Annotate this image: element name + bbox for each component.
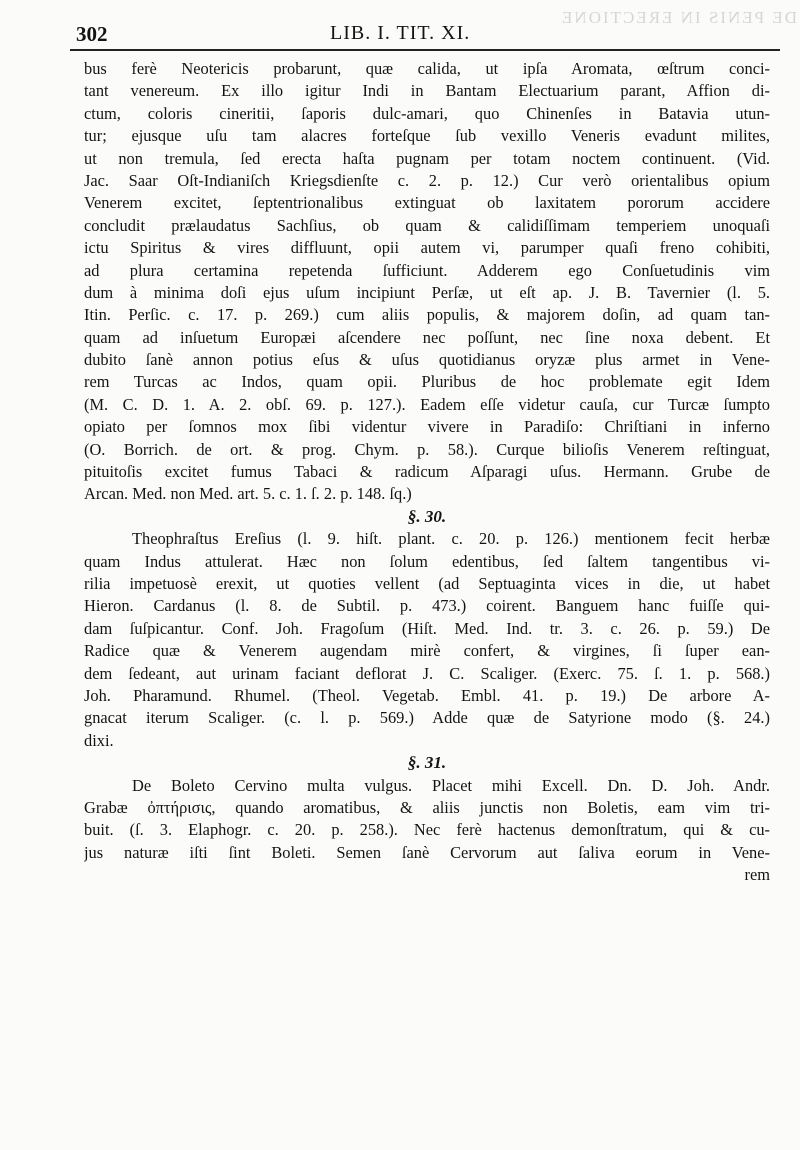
text-line: De Boleto Cervino multa vulgus. Placet mihi Excell. Dn. D. Joh. Andr. xyxy=(132,775,770,795)
text-line: gnacat iterum Scaliger. (c. l. p. 569.) Adde quæ de Satyrione modo (§. 24.) xyxy=(84,708,770,728)
text-line: dubito ſanè annon potius eſus & uſus quotidianus oryzæ plus armet in Vene- xyxy=(84,350,770,370)
text-line: quam Indus attulerat. Hæc non ſolum edentibus, ſed ſaltem tangentibus vi- xyxy=(84,551,770,571)
text-line: dam ſuſpicantur. Conf. Joh. Fragoſum (Hiſt. Med. Ind. tr. 3. c. 26. p. 59.) De xyxy=(84,618,770,638)
bleed-through-text: DE PENIS IN ERECTIONE xyxy=(560,8,798,27)
text-line: Arcan. Med. non Med. art. 5. c. 1. ſ. 2. p. 148. ſq.) xyxy=(84,484,412,504)
text-line: Jac. Saar Oſt-Indianiſch Kriegsdienſte c. 2. p. 12.) Cur verò orientalibus opium xyxy=(84,170,770,190)
text-line: dum à minima doſi ejus uſum incipiunt Perſæ, ut eſt ap. J. B. Tavernier (l. 5. xyxy=(84,282,770,302)
text-line: quam ad inſuetum Europæi aſcendere nec poſſunt, nec ſine noxa debent. Et xyxy=(84,327,770,347)
running-head: LIB. I. TIT. XI. xyxy=(330,22,471,44)
text-line: Itin. Perſic. c. 17. p. 269.) cum aliis populis, & majorem doſin, ad quam tan- xyxy=(84,305,770,325)
text-line: jus naturæ iſti ſint Boleti. Semen ſanè Cervorum aut ſaliva eorum in Vene- xyxy=(84,842,770,862)
text-line: ictu Spiritus & vires diffluunt, opii autem vi, parumper quaſi freno cohibiti, xyxy=(84,238,770,258)
text-line: Theophraſtus Ereſius (l. 9. hiſt. plant. c. 20. p. 126.) mentionem fecit herbæ xyxy=(132,529,770,549)
text-line: tur; ejusque uſu tam alacres forteſque ſub vexillo Veneris evadunt milites, xyxy=(84,126,770,146)
section-30 xyxy=(84,506,770,752)
section-heading: §. 31. xyxy=(407,753,447,773)
text-line: Hieron. Cardanus (l. 8. de Subtil. p. 473.) coirent. Banguem hanc fuiſſe qui- xyxy=(84,596,770,616)
text-line: Joh. Pharamund. Rhumel. (Theol. Vegetab. Embl. 41. p. 19.) De arbore A- xyxy=(84,685,770,705)
text-line: (O. Borrich. de ort. & prog. Chym. p. 58.). Curque bilioſis Venerem reſtinguat, xyxy=(84,439,770,459)
text-line: ut non tremula, ſed erecta haſta pugnam per totam noctem continuent. (Vid. xyxy=(84,148,770,168)
text-line: rem Turcas ac Indos, quam opii. Pluribus de hoc problemate egit Idem xyxy=(84,372,770,392)
text-line: pituitoſis excitet fumus Tabaci & radicum Aſparagi uſus. Hermann. Grube de xyxy=(84,462,770,482)
text-line: tant venereum. Ex illo igitur Indi in Bantam Electuarium parant, Affion di- xyxy=(84,81,770,101)
text-line: Venerem excitet, ſeptentrionalibus extinguat ob laxitatem pororum accidere xyxy=(84,193,770,213)
text-line: dixi. xyxy=(84,730,114,750)
text-line: (M. C. D. 1. A. 2. obſ. 69. p. 127.). Eadem eſſe videtur cauſa, cur Turcæ ſumpto xyxy=(84,394,770,414)
text-line: Radice quæ & Venerem augendam mirè confert, & virgines, ſi ſuper ean- xyxy=(84,641,770,661)
page-number: 302 xyxy=(76,22,108,46)
paragraph-continuation xyxy=(84,58,770,506)
text-line: concludit prælaudatus Sachſius, ob quam & calidiſſimam temperiem unoquaſi xyxy=(84,215,770,235)
header-rule xyxy=(70,49,780,51)
text-line: rilia impetuosè erexit, ut quoties vellent (ad Septuaginta vices in die, ut habet xyxy=(84,573,770,593)
catchword: rem xyxy=(744,865,770,885)
text-line: bus ferè Neotericis probarunt, quæ calida, ut ipſa Aromata, œſtrum conci- xyxy=(84,59,770,78)
body-text xyxy=(84,58,770,886)
section-heading: §. 30. xyxy=(407,506,447,526)
text-line: Grabæ ὀπτήρισις, quando aromatibus, & aliis junctis non Boletis, eam vim tri- xyxy=(84,797,770,817)
text-line: ctum, coloris cineritii, ſaporis dulc-amari, quo Chinenſes in Batavia utun- xyxy=(84,103,770,123)
text-line: ad plura certamina repetenda ſufficiunt. Adderem ego Conſuetudinis vim xyxy=(84,260,770,280)
section-31 xyxy=(84,752,770,886)
text-line: dem ſedeant, aut urinam faciant deflorat J. C. Scaliger. (Exerc. 75. ſ. 1. p. 568.) xyxy=(84,663,770,683)
text-line: opiato per ſomnos mox ſibi videntur vivere in Paradiſo: Chriſtiani in inferno xyxy=(84,417,770,437)
text-line: buit. (ſ. 3. Elaphogr. c. 20. p. 258.). Nec ferè hactenus demonſtratum, qui & cu- xyxy=(84,820,770,840)
